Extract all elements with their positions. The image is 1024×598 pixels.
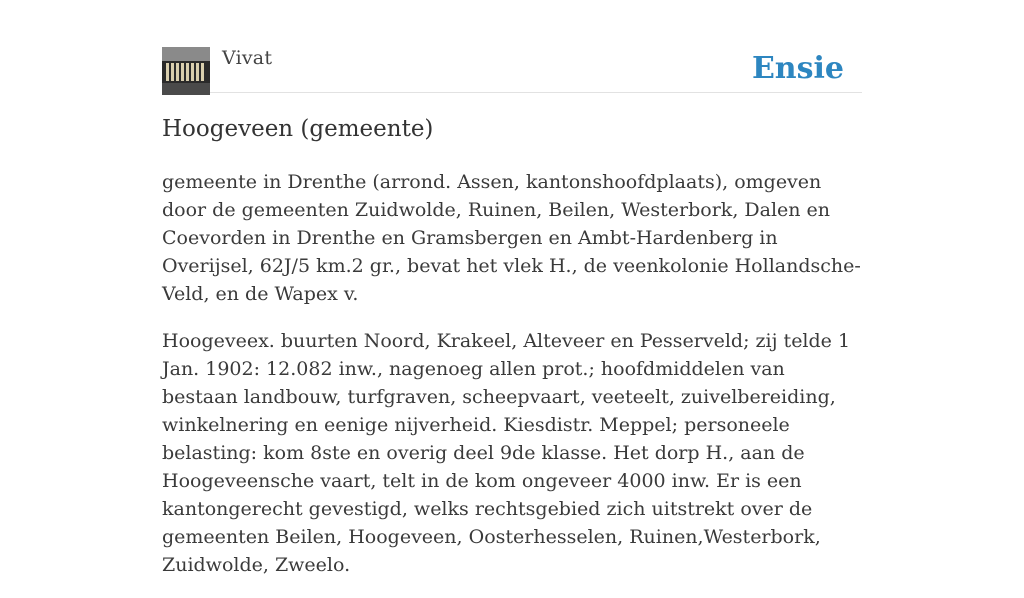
source-name[interactable]: Vivat: [222, 47, 273, 69]
page-header: [162, 47, 862, 93]
article-body: [162, 168, 862, 598]
article-paragraph: gemeente in Drenthe (arrond. Assen, kantonshoofdplaats), omgeven door de gemeenten Zuidwolde, Ruinen, Beilen, Westerbork, Dalen en Coevorden in Drenthe en Gramsbergen en Ambt-Hardenberg in Overijsel, 62J/5 km.2 gr., bevat het vlek H., de veenkolonie Hollandsche-Veld, en de Wapex v.: [162, 171, 861, 305]
article-paragraph: Hoogeveex. buurten Noord, Krakeel, Alteveer en Pesserveld; zij telde 1 Jan. 1902: 12.082 inw., nagenoeg allen prot.; hoofdmiddelen van bestaan landbouw, turfgraven, scheepvaart, veeteelt, zuivelbereiding, winkelnering en eenige nijverheid. Kiesdistr. Meppel; personeele belasting: kom 8ste en overig deel 9de klasse. Het dorp H., aan de Hoogeveensche vaart, telt in de kom ongeveer 4000 inw. Er is een kantongerecht gevestigd, welks rechtsgebied zich uitstrekt over de gemeenten Beilen, Hoogeveen, Oosterhesselen, Ruinen,Westerbork, Zuidwolde, Zweelo.: [162, 330, 851, 576]
source-avatar[interactable]: [162, 47, 210, 95]
brand-logo[interactable]: Ensie: [751, 51, 844, 86]
book-stack-icon: [162, 47, 210, 95]
article-title: Hoogeveen (gemeente): [162, 116, 434, 142]
